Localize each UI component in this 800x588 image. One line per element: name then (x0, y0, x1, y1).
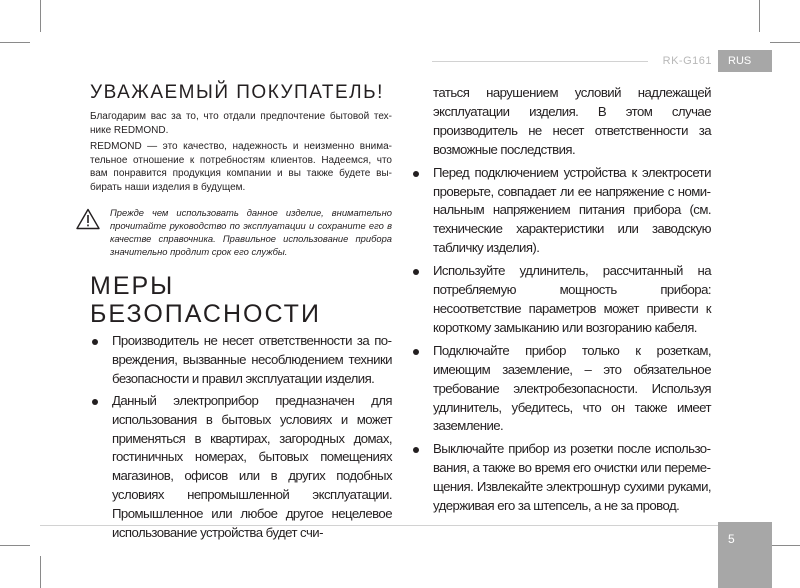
intro-paragraph: Благодарим вас за то, что отдали предпочтение бытовой технике REDMOND. (90, 111, 392, 136)
list-item: Перед подключением устройства к электросети проверьте, совпадает ли ее напряжение с номинальным напряжением питания прибора (см. технические характеристики или заводскую табличку изделия). (411, 164, 711, 259)
list-item-continuation: таться нарушением условий надлежащей эксплуатации изделия. В этом случае производитель не несет ответственности за возможные последствия. (433, 85, 711, 157)
bullet-icon (413, 349, 419, 355)
list-item: Выключайте прибор из розетки после использования, а также во время его очистки или перемещения. Извлекайте электрошнур сухими руками, удерживая его за штепсель, а не за провод. (411, 440, 711, 516)
header-rule (432, 61, 648, 62)
warning-triangle-icon (76, 208, 100, 230)
bullet-icon (413, 269, 419, 275)
list-item: Данный электроприбор предназначен для использования в бытовых условиях и может применяться в квартирах, загородных домах, гостиничных номерах, бытовых помещениях магазинов, офисов или в других подобных условиях непромышленной эксплуатации. Промышленное или любое другое нецелевое использование устройства будет счи- (90, 392, 392, 543)
crop-mark (40, 556, 41, 588)
crop-mark (40, 0, 41, 32)
page-number: 5 (718, 522, 772, 588)
crop-mark (770, 545, 800, 546)
warning-note (90, 206, 392, 262)
list-item: Подключайте прибор только к розеткам, имеющим заземление, – это обязательное требование электробезопасности. Используя удлинитель, убедитесь, что он также имеет заземление. (411, 342, 711, 437)
crop-mark (0, 545, 30, 546)
left-column (90, 82, 392, 543)
bullet-icon (413, 171, 419, 177)
header-model: RK-G161 (662, 55, 712, 67)
list-item: Производитель не несет ответственности за повреждения, вызванные несоблюдением техники безопасности и правил эксплуатации изделия. (90, 332, 392, 389)
crop-mark (770, 42, 800, 43)
safety-title: МЕРЫ БЕЗОПАСНОСТИ (90, 272, 321, 328)
bullet-icon (92, 339, 98, 345)
bullet-icon (92, 399, 98, 405)
safety-list-right (411, 164, 711, 516)
crop-mark (0, 42, 30, 43)
intro-paragraph: REDMOND — это качество, надежность и неизменно внимательное отношение к потребностям клиентов. Надеемся, что вам понравится продукция компании и вы также будете выбирать наши изделия в будущем. (90, 141, 392, 193)
crop-mark (759, 0, 760, 32)
list-item: Используйте удлинитель, рассчитанный на потребляемую мощность прибора: несоответствие параметров может привести к короткому замыканию или возгоранию кабеля. (411, 262, 711, 338)
bullet-icon (413, 447, 419, 453)
greeting-title: УВАЖАЕМЫЙ ПОКУПАТЕЛЬ! (90, 82, 384, 103)
header-lang-tab: RUS (718, 50, 772, 72)
warning-text: Прежде чем использовать данное изделие, внимательно прочитайте руководство по эксплуатации и сохраните его в качестве справочника. Правильное использование прибора значительно продлит срок его службы. (110, 207, 392, 257)
safety-list-left (90, 332, 392, 543)
right-column (411, 84, 711, 516)
